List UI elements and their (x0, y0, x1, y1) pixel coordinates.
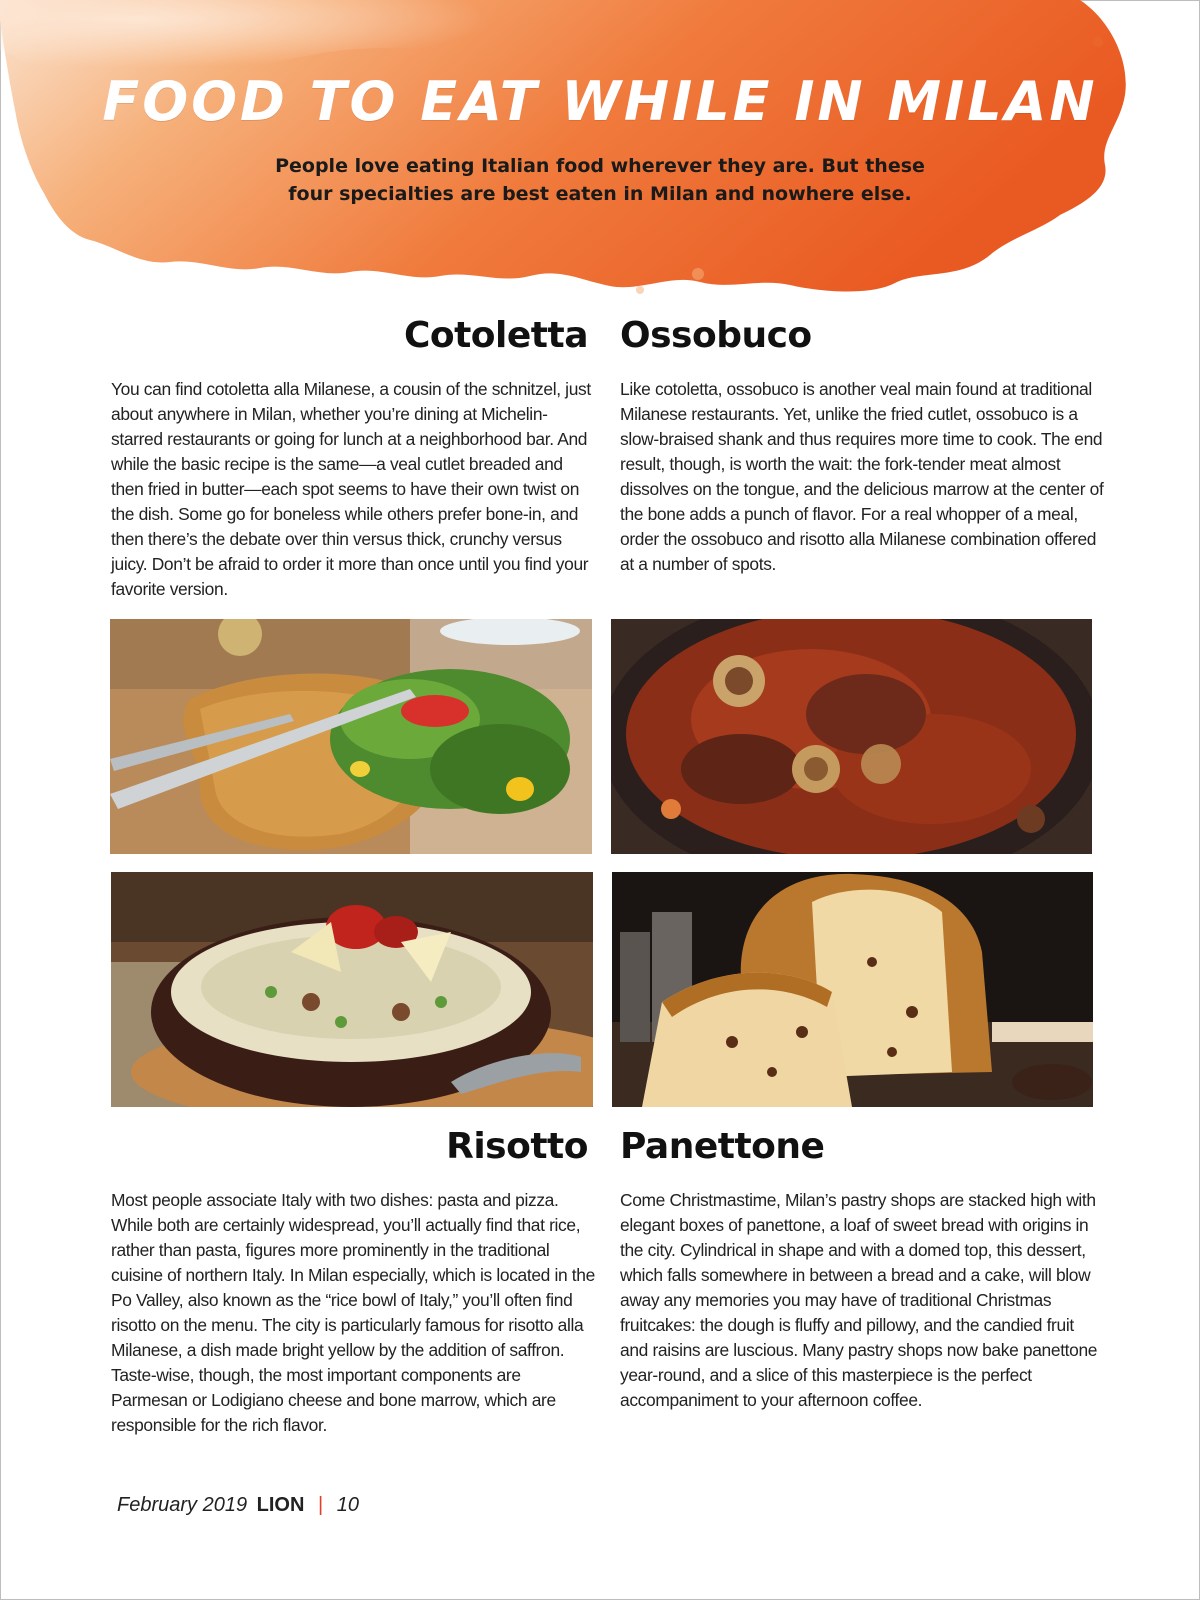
page-footer (117, 1494, 359, 1517)
footer-magazine-name: LION (256, 1494, 305, 1516)
ossobuco-body: Like cotoletta, ossobuco is another veal main found at traditional Milanese restaurants. Yet, unlike the fried cutlet, ossobuco is a slow-braised shank and thus requires more time to cook. The end result, though, is worth the wait: the fork-tender meat almost dissolves on the tongue, and the delicious marrow at the center of the bone adds a punch of flavor. For a real whopper of a meal, order the ossobuco and risotto alla Milanese combination offered at a number of spots. (620, 379, 1104, 574)
risotto-body: Most people associate Italy with two dishes: pasta and pizza. While both are certainly widespread, you’ll actually find that rice, rather than pasta, figures more prominently in the traditional cuisine of northern Italy. In Milan especially, which is located in the Po Valley, also known as the “rice bowl of Italy,” you’ll often find risotto on the menu. The city is particularly famous for risotto alla Milanese, a dish made bright yellow by the addition of saffron. Taste-wise, though, the most important components are Parmesan or Lodigiano cheese and bone marrow, which are responsible for the rich flavor. (111, 1190, 595, 1435)
panettone-photo (612, 872, 1093, 1107)
page-subtitle (260, 152, 940, 208)
panettone-body: Come Christmastime, Milan’s pastry shops are stacked high with elegant boxes of panettone, a loaf of sweet bread with origins in the city. Cylindrical in shape and with a domed top, this dessert, which falls somewhere in between a bread and a cake, will blow away any memories you may have of traditional Christmas fruitcakes: the dough is fluffy and pillowy, and the candied fruit and raisins are luscious. Many pastry shops now bake panettone year-round, and a slice of this masterpiece is the perfect accompaniment to your afternoon coffee. (620, 1190, 1098, 1410)
footer-separator: | (317, 1494, 324, 1516)
cotoletta-heading: Cotoletta (403, 315, 588, 356)
risotto-photo (111, 872, 593, 1107)
ossobuco-heading: Ossobuco (620, 315, 812, 356)
footer-page-number: 10 (336, 1494, 359, 1516)
cotoletta-body: You can find cotoletta alla Milanese, a cousin of the schnitzel, just about anywhere in Milan, whether you’re dining at Michelin-starred restaurants or going for lunch at a neighborhood bar. And while the basic recipe is the same—a veal cutlet breaded and then fried in butter—each spot seems to have their own twist on the dish. Some go for boneless while others prefer bone-in, and then there’s the debate over thin versus thick, crunchy versus juicy. Don’t be afraid to order it more than once until you find your favorite version. (111, 379, 591, 599)
footer-date: February 2019 (117, 1494, 248, 1516)
subtitle-line-1: People love eating Italian food wherever they are. But these (275, 155, 925, 177)
cotoletta-photo (110, 619, 592, 854)
ossobuco-photo (611, 619, 1092, 854)
page-title: FOOD TO EAT WHILE IN MILAN (102, 70, 1098, 133)
subtitle-line-2: four specialties are best eaten in Milan and nowhere else. (288, 183, 912, 205)
panettone-heading: Panettone (620, 1126, 825, 1167)
risotto-heading: Risotto (446, 1126, 588, 1167)
